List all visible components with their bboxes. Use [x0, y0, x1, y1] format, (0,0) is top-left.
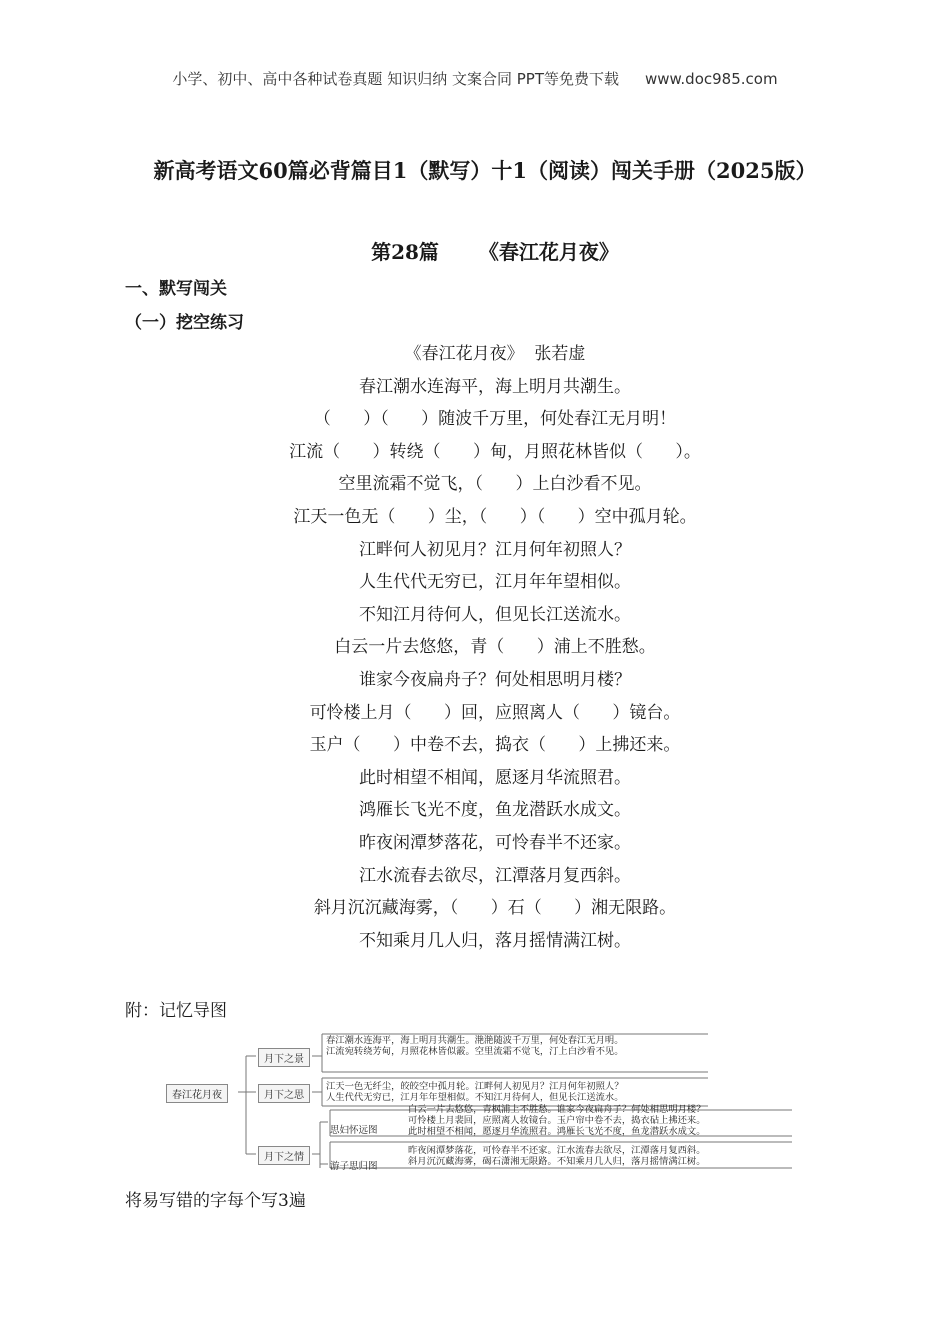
- header-url[interactable]: www.doc985.com: [644, 70, 778, 88]
- mind-map-branch-emotion: 月下之情: [258, 1146, 310, 1165]
- document-title: 新高考语文60篇必背篇目1（默写）十1（阅读）闯关手册（2025版）: [153, 158, 817, 183]
- mind-map-text: 昨夜闲潭梦落花，可怜春半不还家。江水流春去欲尽，江潭落月复西斜。: [408, 1145, 706, 1156]
- mind-map-sub-traveler: 游子思归图: [330, 1161, 378, 1172]
- mind-map-text: 此时相望不相闻，愿逐月华流照君。鸿雁长飞光不度，鱼龙潜跃水成文。: [408, 1126, 706, 1137]
- article-number: 第28篇: [371, 240, 439, 264]
- instruction-text: 将易写错的字每个写3遍: [125, 1191, 306, 1211]
- poem-line: 春江潮水连海平，海上明月共潮生。: [359, 376, 631, 397]
- header-text: 小学、初中、高中各种试卷真题 知识归纳 文案合同 PPT等免费下载: [172, 70, 619, 88]
- poem-line: 江水流春去欲尽，江潭落月复西斜。: [359, 865, 631, 886]
- poem-line: 江畔何人初见月？江月何年初照人？: [359, 539, 631, 560]
- page-header: [0, 68, 950, 89]
- poem-line: 江天一色无（ ）尘，（ ）（ ）空中孤月轮。: [293, 506, 697, 527]
- mind-map-text: 白云一片去悠悠，青枫浦上不胜愁。谁家今夜扁舟子？何处相思明月楼？: [408, 1104, 706, 1115]
- section-heading-fill-blanks: （一）挖空练习: [125, 313, 244, 333]
- article-title: [0, 236, 950, 265]
- poem-line: 谁家今夜扁舟子？何处相思明月楼？: [359, 669, 631, 690]
- poem-block: [0, 338, 950, 957]
- mind-map-text: 江流宛转绕芳甸，月照花林皆似霰。空里流霜不觉飞，汀上白沙看不见。: [326, 1046, 624, 1057]
- section-heading-dictation: 一、默写闯关: [125, 279, 227, 299]
- poem-line: 斜月沉沉藏海雾，（ ）石（ ）湘无限路。: [313, 898, 677, 919]
- mind-map-root: 春江花月夜: [166, 1084, 228, 1103]
- poem-line: 不知乘月几人归，落月摇情满江树。: [359, 930, 631, 951]
- mind-map-text: 人生代代无穷已，江月年年望相似。不知江月待何人，但见长江送流水。: [326, 1092, 624, 1103]
- poem-line: 人生代代无穷已，江月年年望相似。: [359, 572, 631, 593]
- article-name: 《春江花月夜》: [478, 240, 619, 264]
- poem-line: 不知江月待何人，但见长江送流水。: [359, 604, 631, 625]
- mind-map-text: 江天一色无纤尘，皎皎空中孤月轮。江畔何人初见月？江月何年初照人？: [326, 1081, 624, 1092]
- poem-line: 此时相望不相闻，愿逐月华流照君。: [359, 767, 631, 788]
- poem-line: 空里流霜不觉飞，（ ）上白沙看不见。: [338, 474, 652, 495]
- mind-map-text: 斜月沉沉藏海雾，碣石潇湘无限路。不知乘月几人归，落月摇情满江树。: [408, 1156, 706, 1167]
- mind-map-text: 可怜楼上月裴回，应照离人妆镜台。玉户帘中卷不去，捣衣砧上拂还来。: [408, 1115, 706, 1126]
- poem-line: 江流（ ）转绕（ ）甸，月照花林皆似（ ）。: [289, 441, 701, 462]
- poem-line: 鸿雁长飞光不度，鱼龙潜跃水成文。: [359, 800, 631, 821]
- poem-line: 白云一片去悠悠，青（ ）浦上不胜愁。: [334, 637, 656, 658]
- mind-map-branch-thought: 月下之思: [258, 1084, 310, 1103]
- poem-heading: 《春江花月夜》 张若虚: [404, 344, 586, 364]
- attachment-label: 附：记忆导图: [125, 1001, 227, 1021]
- poem-line: （ ）（ ）随波千万里，何处春江无月明！: [313, 409, 677, 430]
- mind-map-text: 春江潮水连海平，海上明月共潮生。滟滟随波千万里，何处春江无月明。: [326, 1035, 624, 1046]
- mind-map: [160, 1026, 792, 1174]
- poem-line: 可怜楼上月（ ）回，应照离人（ ）镜台。: [309, 702, 681, 723]
- poem-line: 昨夜闲潭梦落花，可怜春半不还家。: [359, 832, 631, 853]
- mind-map-branch-scene: 月下之景: [258, 1048, 310, 1067]
- poem-line: 玉户（ ）中卷不去，捣衣（ ）上拂还来。: [309, 735, 681, 756]
- mind-map-sub-wife: 思妇怀远图: [330, 1125, 378, 1136]
